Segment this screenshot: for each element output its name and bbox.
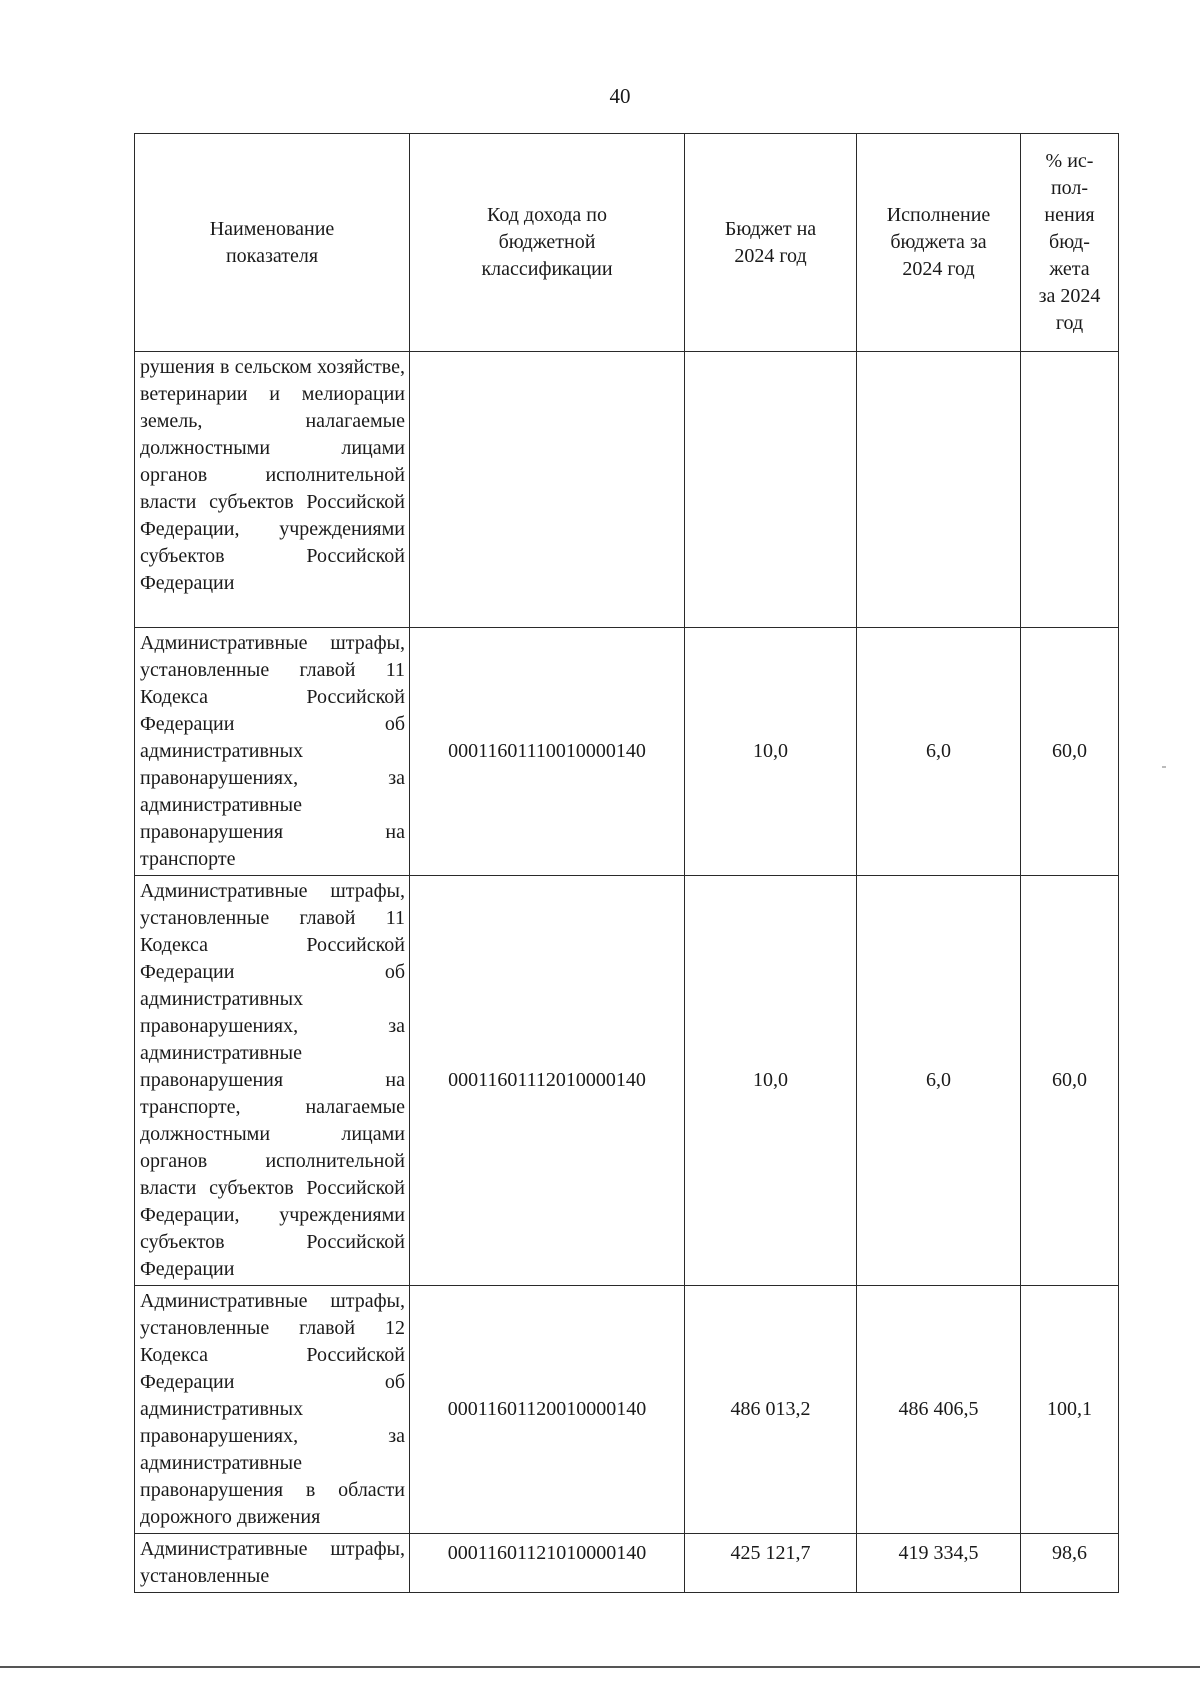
row-name: Административные штрафы, установленные главой 12 Кодекса Российской Федерации об административных правонарушениях, за административные правонарушения в области дорожного движения bbox=[135, 1286, 410, 1534]
header-execution: Исполнение бюджета за 2024 год bbox=[857, 134, 1021, 352]
row-code: 00011601121010000140 bbox=[410, 1534, 685, 1593]
row-percent: 100,1 bbox=[1021, 1286, 1119, 1534]
table-row bbox=[135, 1286, 1119, 1534]
header-budget: Бюджет на 2024 год bbox=[685, 134, 857, 352]
scan-artifact-mark bbox=[1162, 766, 1166, 768]
row-name: Административные штрафы, установленные главой 11 Кодекса Российской Федерации об административных правонарушениях, за административные правонарушения на транспорте, налагаемые должностными лицами органов исполнительной власти субъектов Российской Федерации, учреждениями субъектов Российской Федерации bbox=[135, 876, 410, 1286]
page-number: 40 bbox=[609, 84, 631, 108]
row-execution: 6,0 bbox=[857, 628, 1021, 876]
row-percent: 60,0 bbox=[1021, 876, 1119, 1286]
header-name: Наименование показателя bbox=[135, 134, 410, 352]
row-budget: 425 121,7 bbox=[685, 1534, 857, 1593]
row-percent bbox=[1021, 352, 1119, 628]
row-execution: 486 406,5 bbox=[857, 1286, 1021, 1534]
header-code: Код дохода по бюджетной классификации bbox=[410, 134, 685, 352]
row-name: Административные штрафы, установленные bbox=[135, 1534, 410, 1593]
row-budget: 486 013,2 bbox=[685, 1286, 857, 1534]
row-execution bbox=[857, 352, 1021, 628]
row-percent: 60,0 bbox=[1021, 628, 1119, 876]
row-budget: 10,0 bbox=[685, 876, 857, 1286]
row-execution: 6,0 bbox=[857, 876, 1021, 1286]
row-percent: 98,6 bbox=[1021, 1534, 1119, 1593]
table-row bbox=[135, 352, 1119, 628]
row-code: 00011601120010000140 bbox=[410, 1286, 685, 1534]
header-percent: % ис-пол-нения бюд-жета за 2024 год bbox=[1021, 134, 1119, 352]
budget-revenue-table bbox=[134, 133, 1119, 1593]
row-code bbox=[410, 352, 685, 628]
page-bottom-rule bbox=[0, 1666, 1200, 1668]
row-budget: 10,0 bbox=[685, 628, 857, 876]
row-name: рушения в сельском хозяйстве, ветеринарии и мелиорации земель, налагаемые должностными лицами органов исполнительной власти субъектов Российской Федерации, учреждениями субъектов Российской Федерации bbox=[135, 352, 410, 628]
row-budget bbox=[685, 352, 857, 628]
table-row bbox=[135, 1534, 1119, 1593]
row-execution: 419 334,5 bbox=[857, 1534, 1021, 1593]
table-row bbox=[135, 876, 1119, 1286]
row-code: 00011601110010000140 bbox=[410, 628, 685, 876]
table-header-row bbox=[135, 134, 1119, 352]
row-name: Административные штрафы, установленные главой 11 Кодекса Российской Федерации об административных правонарушениях, за административные правонарушения на транспорте bbox=[135, 628, 410, 876]
table-row bbox=[135, 628, 1119, 876]
row-code: 00011601112010000140 bbox=[410, 876, 685, 1286]
